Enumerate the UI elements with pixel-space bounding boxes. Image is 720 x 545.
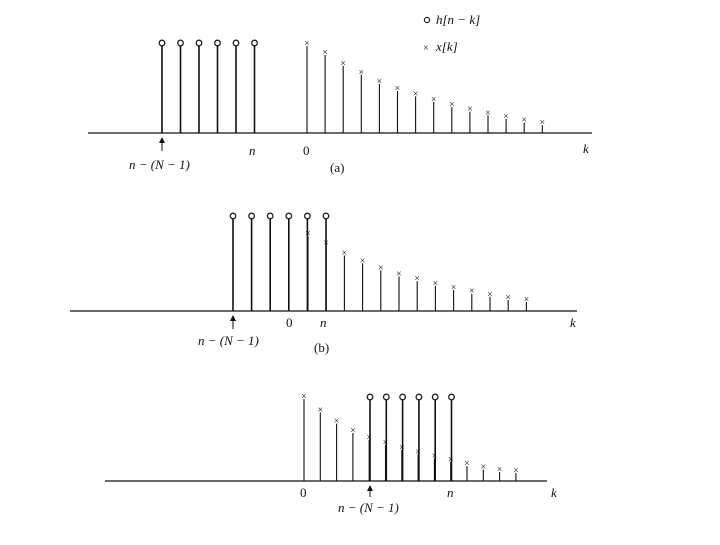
- panel-a-n-minus-label: n − (N − 1): [129, 157, 190, 172]
- x-stem-marker: ×: [523, 294, 530, 306]
- x-stem-marker: ×: [376, 76, 383, 88]
- x-stem-marker: ×: [394, 83, 401, 95]
- x-stem-marker: ×: [468, 286, 475, 298]
- panel-b-h-stems: [230, 213, 329, 311]
- h-stem-marker: [252, 40, 258, 46]
- panel-c: [105, 392, 557, 516]
- h-stem-marker: [159, 40, 165, 46]
- panel-c-h-stems: [367, 394, 454, 481]
- x-stem-marker: ×: [350, 425, 356, 437]
- x-stem-marker: ×: [304, 38, 310, 50]
- h-stem-marker: [267, 213, 273, 219]
- legend: [423, 12, 480, 54]
- panel-b-k-label: k: [570, 315, 576, 330]
- x-stem-marker: ×: [382, 437, 389, 449]
- panel-a-k-label: k: [583, 141, 589, 156]
- panel-c-n-minus-label: n − (N − 1): [338, 500, 399, 515]
- h-stem-marker: [367, 394, 373, 400]
- x-stem-marker: ×: [377, 262, 384, 274]
- panel-a: [88, 39, 592, 176]
- legend-x-marker: ×: [423, 43, 429, 54]
- x-stem-marker: ×: [323, 237, 330, 249]
- panel-b: [70, 213, 577, 355]
- panel-b-x-stems: [305, 229, 529, 312]
- h-stem-marker: [432, 394, 438, 400]
- h-stem-marker: [449, 394, 455, 400]
- x-stem-marker: ×: [305, 228, 311, 240]
- x-stem-marker: ×: [521, 115, 528, 126]
- panel-c-arrow-head: [367, 485, 373, 491]
- panel-c-x-stems: [301, 392, 519, 482]
- panel-b-caption: (b): [314, 340, 330, 355]
- x-stem-marker: ×: [480, 462, 487, 474]
- h-stem-marker: [178, 40, 184, 46]
- h-stem-marker: [215, 40, 221, 46]
- h-stem-marker: [249, 213, 255, 219]
- x-stem-marker: ×: [430, 94, 437, 106]
- h-stem-marker: [400, 394, 406, 400]
- x-stem-marker: ×: [485, 107, 491, 119]
- panel-b-zero-label: 0: [286, 315, 293, 330]
- h-stem-marker: [305, 213, 311, 219]
- x-stem-marker: ×: [317, 405, 324, 417]
- panel-a-zero-label: 0: [303, 143, 310, 158]
- x-stem-marker: ×: [448, 99, 455, 111]
- legend-h-marker: [424, 17, 429, 22]
- panel-c-n-label: n: [447, 485, 454, 500]
- h-stem-marker: [323, 213, 329, 219]
- x-stem-marker: ×: [496, 464, 503, 476]
- panel-a-arrow-head: [159, 137, 165, 143]
- h-stem-marker: [416, 394, 422, 400]
- x-stem-marker: ×: [415, 446, 421, 458]
- x-stem-marker: ×: [414, 273, 421, 285]
- x-stem-marker: ×: [450, 282, 457, 294]
- x-stem-marker: ×: [301, 391, 307, 403]
- panel-b-n-minus-label: n − (N − 1): [198, 333, 259, 348]
- x-stem-marker: ×: [431, 451, 438, 462]
- x-stem-marker: ×: [358, 67, 365, 79]
- x-stem-marker: ×: [464, 458, 470, 470]
- h-stem-marker: [384, 394, 390, 400]
- x-stem-marker: ×: [398, 442, 405, 454]
- h-stem-marker: [233, 40, 239, 46]
- x-stem-marker: ×: [340, 58, 347, 70]
- x-stem-marker: ×: [366, 432, 373, 444]
- x-stem-marker: ×: [539, 117, 546, 129]
- h-stem-marker: [286, 213, 292, 219]
- x-stem-marker: ×: [412, 88, 419, 100]
- x-stem-marker: ×: [447, 454, 454, 466]
- x-stem-marker: ×: [396, 269, 402, 281]
- h-stem-marker: [196, 40, 202, 46]
- x-stem-marker: ×: [341, 248, 348, 259]
- x-stem-marker: ×: [359, 255, 366, 267]
- x-stem-marker: ×: [333, 416, 340, 428]
- x-stem-marker: ×: [432, 278, 439, 290]
- x-stem-marker: ×: [322, 47, 328, 59]
- x-stem-marker: ×: [505, 292, 512, 304]
- x-stem-marker: ×: [467, 104, 473, 116]
- panel-c-k-label: k: [551, 485, 557, 500]
- panel-a-h-stems: [159, 40, 257, 133]
- x-stem-marker: ×: [487, 289, 493, 301]
- panel-b-n-label: n: [320, 315, 327, 330]
- legend-h-label: h[n − k]: [436, 12, 481, 27]
- h-stem-marker: [230, 213, 236, 219]
- legend-x-label: x[k]: [436, 39, 458, 54]
- x-stem-marker: ×: [503, 111, 509, 123]
- panel-c-zero-label: 0: [300, 485, 307, 500]
- panel-b-arrow-head: [230, 315, 236, 321]
- panel-a-caption: (a): [330, 160, 345, 175]
- panel-a-n-label: n: [249, 143, 256, 158]
- x-stem-marker: ×: [513, 465, 519, 477]
